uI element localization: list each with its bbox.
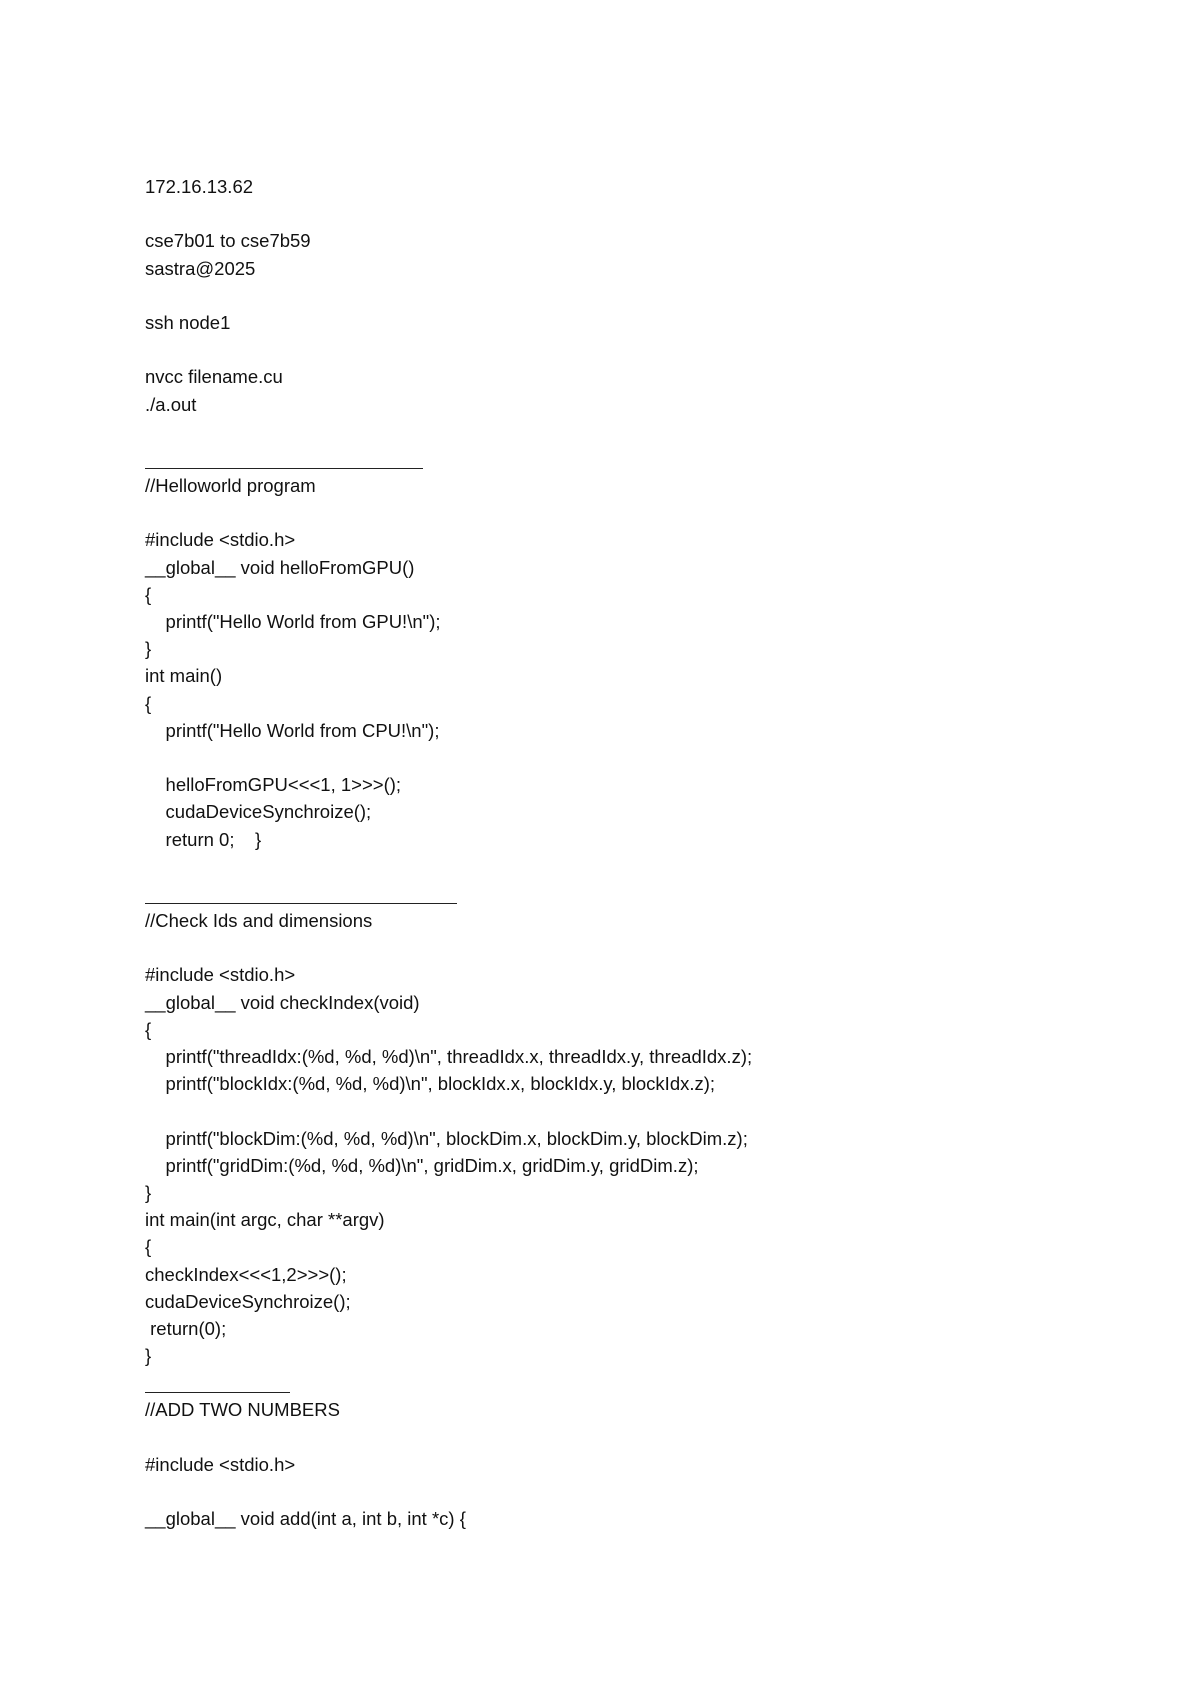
- code-line: }: [145, 638, 152, 660]
- code-line: cudaDeviceSynchroize();: [145, 801, 372, 823]
- ssh-command: ssh node1: [145, 311, 231, 333]
- code-line: return 0; }: [145, 828, 262, 850]
- code-line: #include <stdio.h>: [145, 1453, 296, 1475]
- code-line: int main(int argc, char **argv): [145, 1209, 385, 1231]
- code-line: [145, 1097, 1145, 1124]
- code-line: {: [145, 692, 152, 714]
- code-line: helloFromGPU<<<1, 1>>>();: [145, 774, 402, 796]
- section-divider: [145, 445, 1145, 472]
- code-line: }: [145, 1181, 152, 1203]
- blank-line: [145, 853, 1145, 880]
- code-line: printf("Hello World from CPU!\n");: [145, 719, 440, 741]
- code-line: __global__ void add(int a, int b, int *c) {: [145, 1508, 466, 1530]
- code-line: printf("blockDim:(%d, %d, %d)\n", blockDim.x, blockDim.y, blockDim.z);: [145, 1127, 748, 1149]
- blank-line: [145, 1424, 1145, 1451]
- blank-line: [145, 200, 1145, 227]
- blank-line: [145, 934, 1145, 961]
- code-line: __global__ void checkIndex(void): [145, 991, 420, 1013]
- document-content: [145, 173, 1145, 1532]
- code-line: __global__ void helloFromGPU(): [145, 556, 415, 578]
- blank-line: [145, 282, 1145, 309]
- section-comment-add-numbers: //ADD TWO NUMBERS: [145, 1399, 340, 1421]
- code-line: cudaDeviceSynchroize();: [145, 1290, 351, 1312]
- code-line: printf("threadIdx:(%d, %d, %d)\n", threadIdx.x, threadIdx.y, threadIdx.z);: [145, 1046, 753, 1067]
- blank-line: [145, 336, 1145, 363]
- code-line: #include <stdio.h>: [145, 529, 296, 551]
- section-comment-check-ids: //Check Ids and dimensions: [145, 910, 373, 932]
- section-divider: [145, 1369, 1145, 1396]
- code-line: {: [145, 1236, 152, 1258]
- code-line: {: [145, 583, 152, 605]
- code-line: }: [145, 1345, 152, 1367]
- code-line: printf("Hello World from GPU!\n");: [145, 611, 441, 632]
- password-text: sastra@2025: [145, 257, 256, 279]
- user-range: cse7b01 to cse7b59: [145, 230, 311, 252]
- code-line: checkIndex<<<1,2>>>();: [145, 1263, 347, 1285]
- code-line: [145, 744, 1145, 771]
- blank-line: [145, 418, 1145, 445]
- run-command: ./a.out: [145, 393, 197, 415]
- section-comment-helloworld: //Helloworld program: [145, 475, 316, 497]
- code-line: int main(): [145, 665, 223, 687]
- server-ip: 172.16.13.62: [145, 176, 254, 197]
- code-line: printf("gridDim:(%d, %d, %d)\n", gridDim.x, gridDim.y, gridDim.z);: [145, 1154, 699, 1176]
- blank-line: [145, 499, 1145, 526]
- section-divider: [145, 880, 1145, 907]
- compile-command: nvcc filename.cu: [145, 366, 283, 388]
- code-line: #include <stdio.h>: [145, 964, 296, 986]
- code-line: return(0);: [145, 1317, 227, 1339]
- code-line: {: [145, 1018, 152, 1040]
- code-line: printf("blockIdx:(%d, %d, %d)\n", blockIdx.x, blockIdx.y, blockIdx.z);: [145, 1073, 716, 1095]
- code-line: [145, 1478, 1145, 1505]
